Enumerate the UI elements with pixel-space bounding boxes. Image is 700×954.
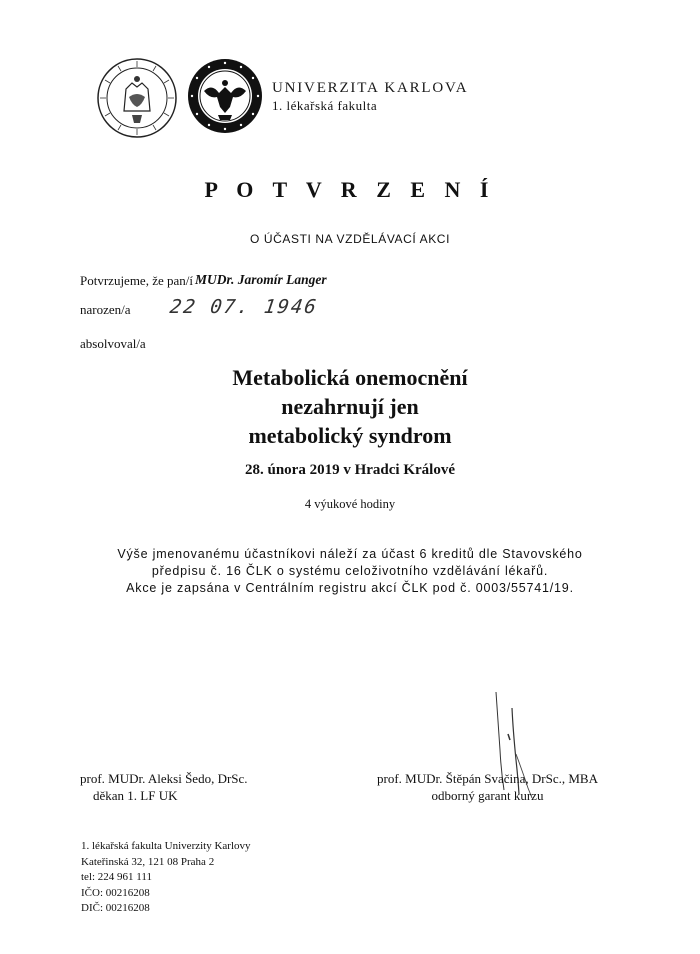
- credits-line: Výše jmenovanému účastníkovi náleží za účast 6 kreditů dle Stavovského: [117, 547, 583, 561]
- footer-line: tel: 224 961 111: [81, 871, 152, 884]
- footer-address: [81, 839, 251, 917]
- university-seal-icon: [96, 57, 178, 139]
- document-title: P O T V R Z E N Í: [204, 177, 496, 202]
- course-hours: 4 výukové hodiny: [304, 497, 396, 511]
- signatory-right: [377, 770, 598, 804]
- footer-line: IČO: 00216208: [81, 886, 150, 899]
- document-subtitle: O ÚČASTI NA VZDĚLÁVACÍ AKCI: [249, 232, 451, 246]
- completed-label: absolvoval/a: [80, 336, 146, 351]
- signatory-left: [80, 770, 248, 804]
- footer-line: 1. lékařská fakulta Univerzity Karlovy: [81, 840, 251, 852]
- university-name: UNIVERZITA KARLOVA: [272, 80, 469, 96]
- signatory-right-name: prof. MUDr. Štěpán Svačina, DrSc., MBA: [377, 771, 598, 786]
- born-label: narozen/a: [80, 302, 131, 317]
- credits-line: předpisu č. 16 ČLK o systému celoživotního vzdělávání lékařů.: [151, 564, 549, 578]
- faculty-name: 1. lékařská fakulta: [272, 98, 378, 113]
- signatory-left-name: prof. MUDr. Aleksi Šedo, DrSc.: [80, 771, 248, 786]
- course-date-place: 28. února 2019 v Hradci Králové: [245, 462, 455, 478]
- course-title-line: Metabolická onemocnění: [232, 365, 468, 390]
- course-title-line: metabolický syndrom: [248, 423, 452, 448]
- signatory-right-role: odborný garant kurzu: [431, 788, 544, 803]
- course-title-line: nezahrnují jen: [281, 394, 419, 419]
- credits-statement: [0, 546, 700, 597]
- signatory-left-role: děkan 1. LF UK: [93, 788, 178, 803]
- birth-date-handwritten: 22 07. 1946: [168, 296, 320, 318]
- faculty-seal-icon: [186, 57, 264, 135]
- confirm-label: Potvrzujeme, že pan/í: [80, 273, 193, 288]
- credits-line: Akce je zapsána v Centrálním registru akcí ČLK pod č. 0003/55741/19.: [126, 581, 574, 595]
- participant-name: MUDr. Jaromír Langer: [195, 272, 327, 287]
- course-title: [0, 363, 700, 450]
- footer-line: Kateřinská 32, 121 08 Praha 2: [81, 855, 215, 868]
- footer-line: DIČ: 00216208: [81, 902, 150, 915]
